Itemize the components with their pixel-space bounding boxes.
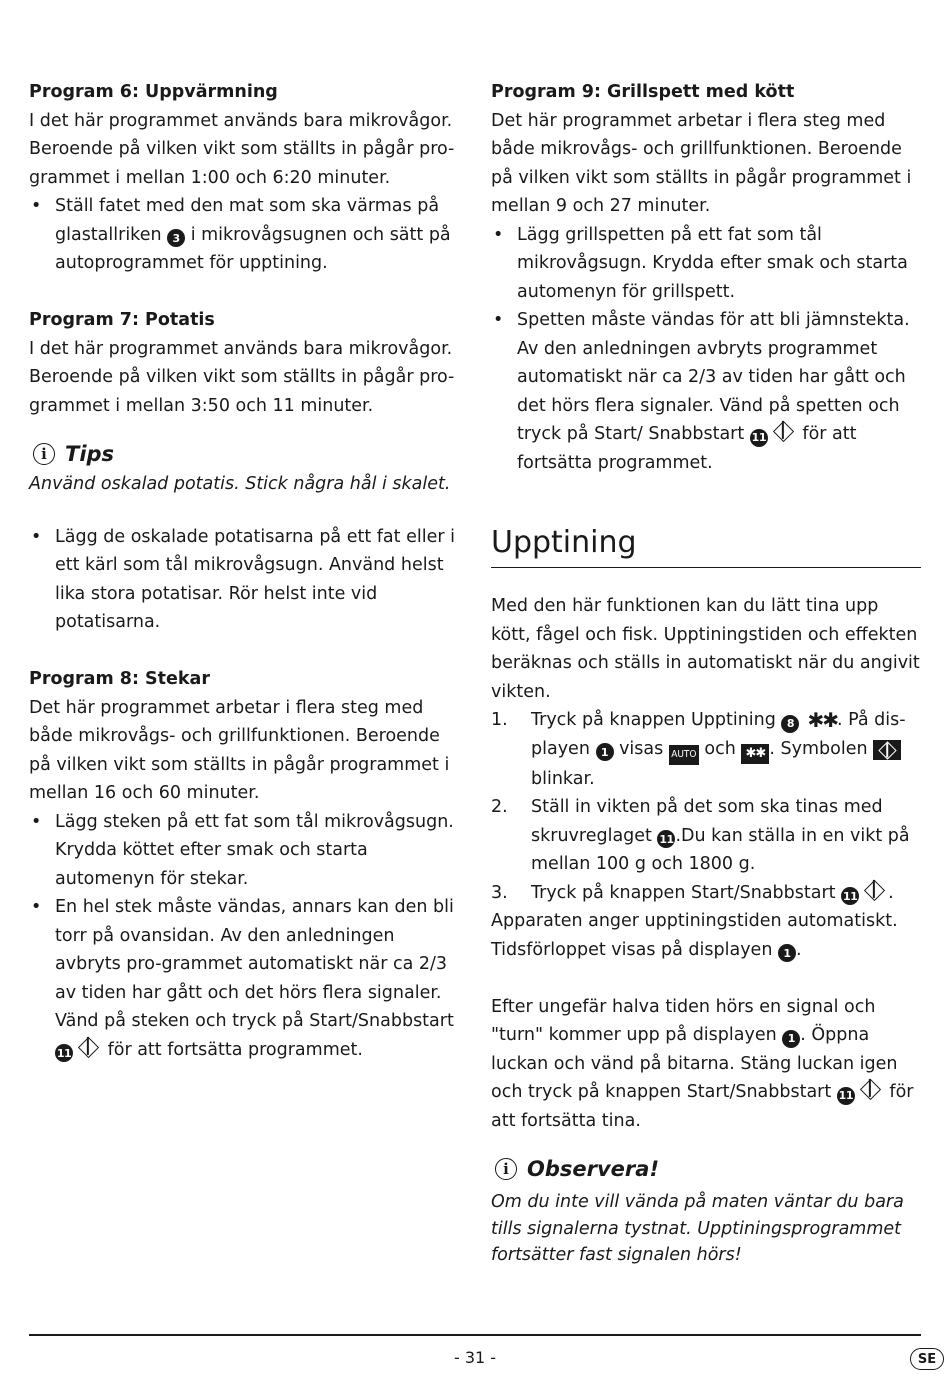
bullet-text: för att fortsätta programmet. <box>107 1039 363 1060</box>
part-number-badge: 11 <box>841 887 859 905</box>
paragraph-text: . <box>796 939 802 960</box>
bullet-text: för att fortsätta programmet. <box>517 424 857 473</box>
list-item <box>29 192 461 278</box>
list-item <box>491 793 921 879</box>
bullet-text: Ställ fatet med den mat som ska värmas på glastallriken <box>55 196 440 245</box>
step-text: . På dis-playen <box>531 710 906 759</box>
list-item: • Lägg grillspetten på ett fat som tål mikrovågsugn. Krydda efter smak och starta automenyn för grillspett. <box>491 221 921 307</box>
snowflake-icon: ✱✱ <box>807 708 837 732</box>
program-9-title: Program 9: Grillspett med kött <box>491 82 795 102</box>
list-item <box>491 306 921 477</box>
program-6-text: I det här programmet används bara mikrovågor. Beroende på vilken vikt som ställts in pågår pro-grammet i mellan 1:00 och 6:20 minuter. <box>29 110 455 188</box>
auto-display-icon: AUTO <box>669 745 699 765</box>
upptining-after-1 <box>491 907 921 964</box>
part-number-badge: 11 <box>55 1044 73 1062</box>
tips-title: Tips <box>65 441 115 466</box>
start-diamond-icon <box>864 880 885 901</box>
program-7-title: Program 7: Potatis <box>29 310 215 330</box>
part-number-badge: 1 <box>778 944 796 962</box>
list-item <box>491 706 921 793</box>
tips-text: Använd oskalad potatis. Stick några hål i skalet. <box>29 474 451 494</box>
upptining-title: Upptining <box>491 521 921 568</box>
paragraph-text: för att fortsätta tina. <box>491 1082 914 1131</box>
program-9-text: Det här programmet arbetar i flera steg med både mikrovågs- och grillfunktionen. Beroende på vilken vikt som ställts in pågår programmet i mellan 9 och 27 minuter. <box>491 110 912 216</box>
part-number-badge: 8 <box>781 715 799 733</box>
part-number-badge: 1 <box>596 743 614 761</box>
list-item: • Lägg de oskalade potatisarna på ett fat eller i ett kärl som tål mikrovågsugn. Använd helst lika stora potatisar. Rör helst inte vid potatisarna. <box>29 523 461 637</box>
right-column <box>491 78 921 1269</box>
left-column <box>29 78 461 1064</box>
program-6-bullets <box>29 192 461 278</box>
bullet-text: En hel stek måste vändas, annars kan den bli torr på ovansidan. Av den anledningen avbryts pro-grammet automatiskt när ca 2/3 av tiden har gått och det hörs flera signaler. Vänd på steken och tryck på Start/Snabbstart <box>55 897 454 1031</box>
bullet-text: i mikrovågsugnen och sätt på autoprogrammet för upptining. <box>55 224 451 273</box>
observera-text: Om du inte vill vända på maten väntar du bara tills signalerna tystnat. Upptiningsprogrammet fortsätter fast signalen hörs! <box>491 1192 904 1266</box>
info-icon: i <box>495 1158 517 1180</box>
observera-header <box>491 1149 921 1189</box>
list-item <box>29 893 461 1064</box>
step-text: . <box>888 882 894 903</box>
step-text: . Symbolen <box>769 738 868 759</box>
step-text: visas <box>619 738 664 759</box>
footer-divider <box>29 1334 921 1336</box>
bullet-text: Spetten måste vändas för att bli jämnstekta. Av den anledningen avbryts programmet automatiskt när ca 2/3 av tiden har gått och det hörs flera signaler. Vänd på spetten och tryck på Start/ Snabbstart <box>517 310 910 444</box>
language-badge: SE <box>910 1348 944 1370</box>
start-diamond-icon <box>860 1079 881 1100</box>
start-diamond-icon <box>78 1036 99 1057</box>
snowflake-display-icon: ✱✱ <box>741 744 769 764</box>
potato-bullets <box>29 523 461 637</box>
step-text: Tryck på knappen Start/Snabbstart <box>531 882 836 903</box>
program-9-bullets <box>491 221 921 478</box>
observera-title: Observera! <box>527 1157 660 1181</box>
step-text: Tryck på knappen Upptining <box>531 710 776 730</box>
part-number-badge: 3 <box>167 229 185 247</box>
step-text: .Du kan ställa in en vikt på mellan 100 g och 1800 g. <box>531 825 910 875</box>
paragraph-text: . Öppna luckan och vänd på bitarna. Stäng luckan igen och tryck på knappen Start/Snabbstart <box>491 1025 898 1103</box>
program-8-text: Det här programmet arbetar i flera steg med både mikrovågs- och grillfunktionen. Beroende på vilken vikt som ställts in pågår programmet i mellan 16 och 60 minuter. <box>29 697 450 803</box>
page-number: - 31 - <box>453 1348 497 1367</box>
part-number-badge: 1 <box>782 1030 800 1048</box>
upptining-intro: Med den här funktionen kan du lätt tina upp kött, fågel och fisk. Upptiningstiden och effekten beräknas och ställs in automatiskt när du angivit vikten. <box>491 596 920 702</box>
info-icon: i <box>33 443 55 465</box>
part-number-badge: 11 <box>837 1087 855 1105</box>
start-diamond-icon <box>878 741 896 759</box>
program-6-title: Program 6: Uppvärmning <box>29 82 278 102</box>
list-item: • Lägg steken på ett fat som tål mikrovågsugn. Krydda köttet efter smak och starta automenyn för stekar. <box>29 808 461 894</box>
paragraph-text: Efter ungefär halva tiden hörs en signal och "turn" kommer upp på displayen <box>491 996 876 1046</box>
program-8-bullets <box>29 808 461 1065</box>
program-7-text: I det här programmet används bara mikrovågor. Beroende på vilken vikt som ställts in pågår pro-grammet i mellan 3:50 och 11 minuter. <box>29 338 455 416</box>
upptining-after-2 <box>491 993 921 1136</box>
step-number: 2. <box>491 797 508 818</box>
step-text: Ställ in vikten på det som ska tinas med skruvreglaget <box>531 797 883 846</box>
step-number: 3. <box>491 882 508 903</box>
start-diamond-icon <box>773 421 794 442</box>
step-text: blinkar. <box>531 768 595 789</box>
step-number: 1. <box>491 710 508 730</box>
part-number-badge: 11 <box>750 429 768 447</box>
paragraph-text: Apparaten anger upptiningstiden automatiskt. Tidsförloppet visas på displayen <box>491 911 898 960</box>
start-diamond-display-icon <box>873 740 901 760</box>
step-text: och <box>704 738 736 759</box>
tips-header <box>29 434 461 474</box>
upptining-steps <box>491 706 921 907</box>
program-8-title: Program 8: Stekar <box>29 669 210 689</box>
list-item <box>491 879 921 908</box>
part-number-badge: 11 <box>657 830 675 848</box>
